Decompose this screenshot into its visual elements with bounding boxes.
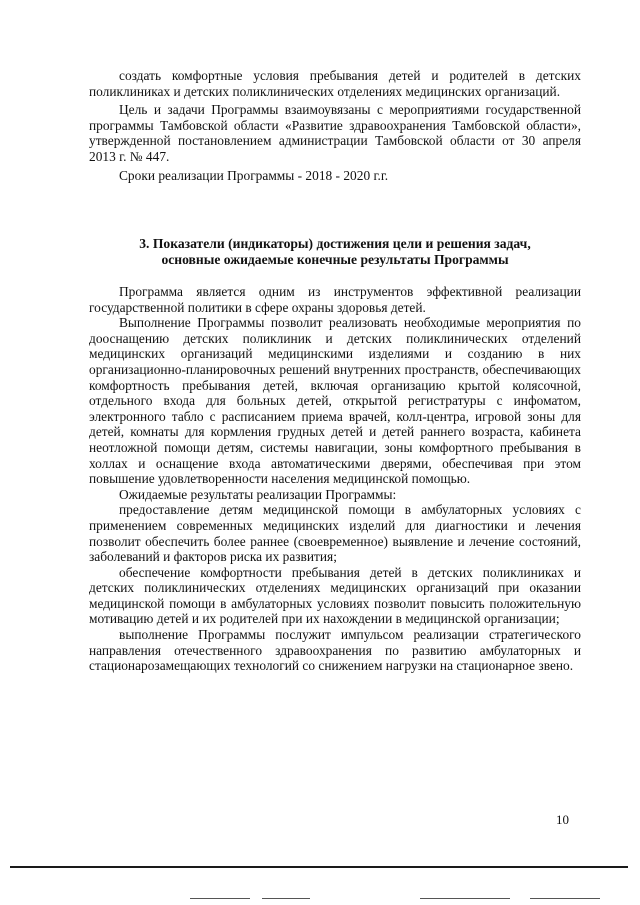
paragraph-expected-results-title: Ожидаемые результаты реализации Программы: (119, 486, 397, 502)
paragraph-result-strategy: выполнение Программы послужит импульсом реализации стратегического направления отечественного здравоохранения по развитию амбулаторных и стационарозамещающих технологий со снижением нагрузки на стационарное звено. (89, 627, 581, 674)
paragraph-program-execution: Выполнение Программы позволит реализовать необходимые мероприятия по дооснащению детских поликлиник и детских поликлинических отделений медицинских организаций медицинскими изделиями и созданию в них организационно-планировочных решений внутренних пространств, обеспечивающих комфортность пребывания детей, включая организацию крытой колясочной, отдельного входа для больных детей, открытой регистратуры с инфоматом, электронного табло с расписанием приема врачей, колл-центра, игровой зоны для детей, комнаты для кормления грудных детей и детей раннего возраста, кабинета неотложной помощи детям, системы навигации, зоны комфортного пребывания в холлах и оснащение входа автоматическими дверями, обеспечивая при этом повышение удовлетворенности населения медицинской помощью. (89, 315, 581, 487)
paragraph-result-comfort: обеспечение комфортности пребывания детей в детских поликлиниках и детских поликлинических отделениях медицинских организаций при оказании медицинской помощи в амбулаторных условиях позволит повысить положительную мотивацию детей и их родителей при их нахождении в медицинской организации; (89, 564, 581, 627)
scan-mark-1 (190, 898, 250, 899)
paragraph-comfort-conditions: создать комфортные условия пребывания детей и родителей в детских поликлиниках и детских поликлинических отделениях медицинских организаций. (89, 68, 581, 99)
paragraph-timeline: Сроки реализации Программы - 2018 - 2020 г.г. (119, 167, 389, 183)
section-heading (89, 236, 581, 268)
section-heading-line-1: 3. Показатели (индикаторы) достижения цели и решения задач, (139, 236, 531, 251)
paragraph-program-instrument: Программа является одним из инструментов эффективной реализации государственной политики в сфере охраны здоровья детей. (89, 284, 581, 315)
page-number: 10 (556, 812, 569, 827)
bottom-rule (10, 866, 628, 868)
top-text-block (89, 68, 581, 183)
scan-mark-4 (530, 898, 600, 899)
scan-mark-3 (420, 898, 510, 899)
section-heading-line-2: основные ожидаемые конечные результаты Программы (161, 252, 509, 267)
scan-mark-2 (262, 898, 310, 899)
paragraph-goals-link: Цель и задачи Программы взаимоувязаны с мероприятиями государственной программы Тамбовской области «Развитие здравоохранения Тамбовской области», утвержденной постановлением администрации Тамбовской области от 30 апреля 2013 г. № 447. (89, 102, 581, 164)
paragraph-result-diagnostics: предоставление детям медицинской помощи в амбулаторных условиях с применением современных медицинских изделий для диагностики и лечения позволит обеспечить более раннее (своевременное) выявление и лечение состояний, заболеваний и факторов риска их развития; (89, 502, 581, 565)
section-text-block (89, 284, 581, 674)
